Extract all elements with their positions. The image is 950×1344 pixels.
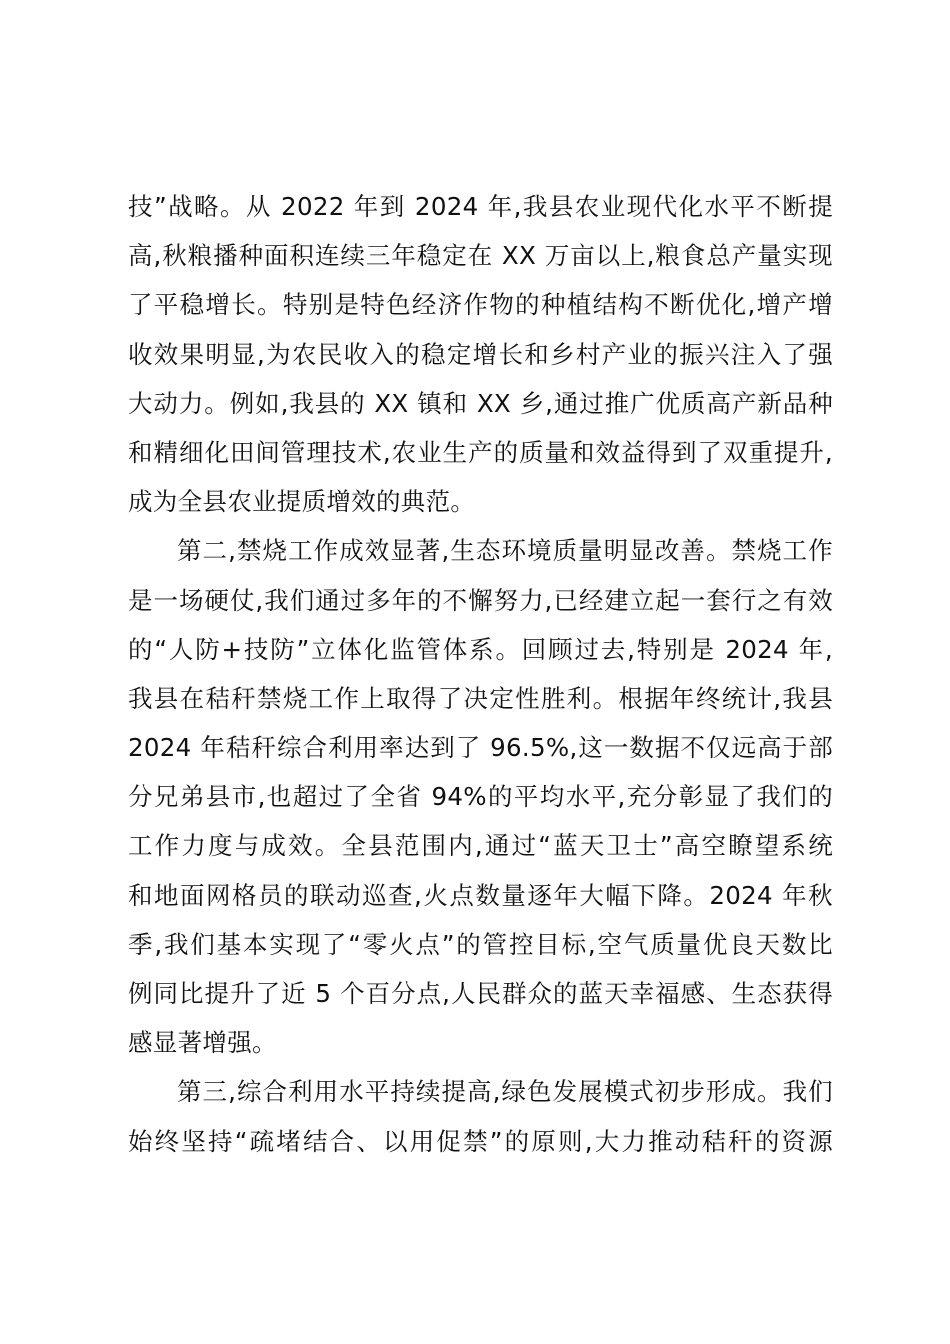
text-line: 和精细化田间管理技术,农业生产的质量和效益得到了双重提升, bbox=[128, 437, 833, 467]
text-line: 分兄弟县市,也超过了全省 94%的平均水平,充分彰显了我们的 bbox=[128, 782, 833, 812]
text-line: 高,秋粮播种面积连续三年稳定在 XX 万亩以上,粮食总产量实现 bbox=[128, 241, 833, 271]
text-line: 季,我们基本实现了“零火点”的管控目标,空气质量优良天数比 bbox=[128, 929, 833, 959]
text-line: 成为全县农业提质增效的典范。 bbox=[128, 487, 476, 517]
document-body bbox=[128, 182, 833, 1166]
text-line: 2024 年秸秆综合利用率达到了 96.5%,这一数据不仅远高于部 bbox=[128, 733, 833, 763]
text-line: 的“人防+技防”立体化监管体系。回顾过去,特别是 2024 年, bbox=[128, 634, 833, 664]
paragraph-burning-ban bbox=[128, 526, 833, 1067]
text-line: 收效果明显,为农民收入的稳定增长和乡村产业的振兴注入了强 bbox=[128, 339, 833, 369]
text-line: 和地面网格员的联动巡查,火点数量逐年大幅下降。2024 年秋 bbox=[128, 880, 833, 910]
text-line: 第二,禁烧工作成效显著,生态环境质量明显改善。禁烧工作 bbox=[177, 536, 833, 566]
text-line: 技”战略。从 2022 年到 2024 年,我县农业现代化水平不断提 bbox=[128, 192, 833, 221]
text-line: 感显著增强。 bbox=[128, 1028, 277, 1058]
text-line: 工作力度与成效。全县范围内,通过“蓝天卫士”高空瞭望系统 bbox=[128, 831, 833, 861]
text-line: 始终坚持“疏堵结合、以用促禁”的原则,大力推动秸秆的资源 bbox=[128, 1126, 833, 1156]
text-line: 大动力。例如,我县的 XX 镇和 XX 乡,通过推广优质高产新品种 bbox=[128, 388, 833, 418]
text-line: 是一场硬仗,我们通过多年的不懈努力,已经建立起一套行之有效 bbox=[128, 585, 833, 615]
text-line: 了平稳增长。特别是特色经济作物的种植结构不断优化,增产增 bbox=[128, 290, 833, 320]
text-line: 我县在秸秆禁烧工作上取得了决定性胜利。根据年终统计,我县 bbox=[128, 683, 833, 713]
paragraph-agriculture bbox=[128, 182, 833, 526]
text-line: 例同比提升了近 5 个百分点,人民群众的蓝天幸福感、生态获得 bbox=[128, 979, 833, 1008]
paragraph-utilization bbox=[128, 1067, 833, 1165]
text-line: 第三,综合利用水平持续提高,绿色发展模式初步形成。我们 bbox=[177, 1077, 833, 1107]
